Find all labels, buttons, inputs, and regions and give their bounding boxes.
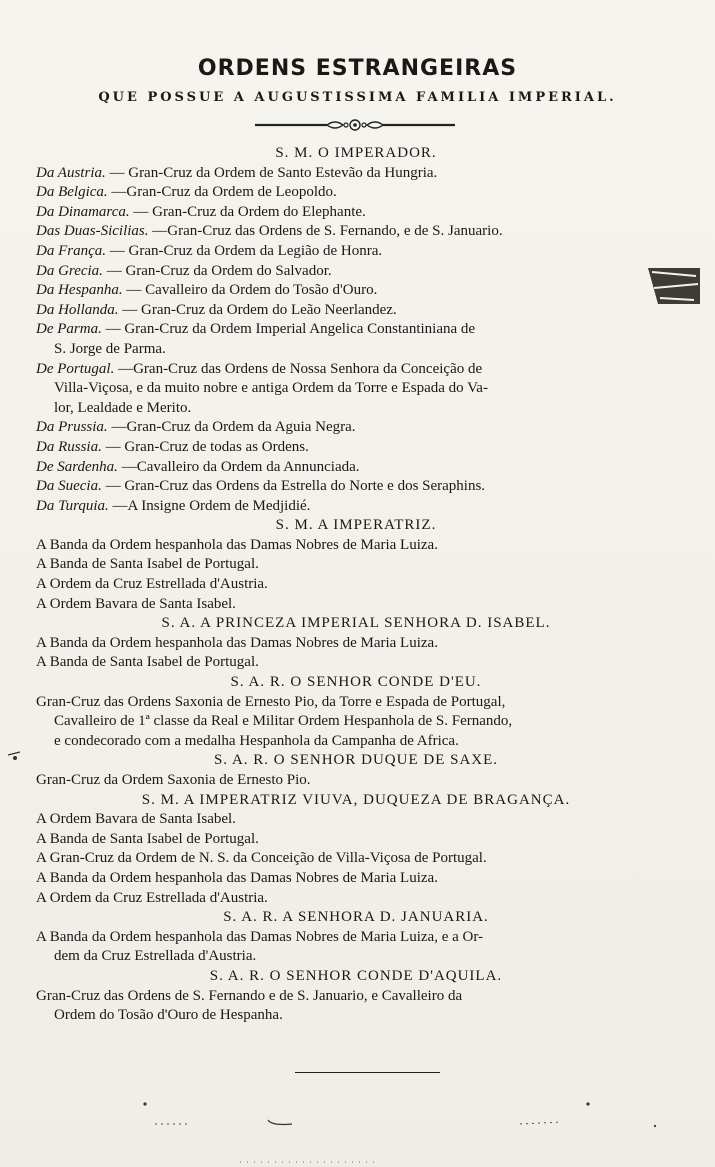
section-heading: S. M. O IMPERADOR. — [275, 145, 437, 161]
order-line: A Banda da Ordem hespanhola das Damas Nobres de Maria Luiza. — [36, 869, 438, 886]
section-heading: S. A. R. O SENHOR CONDE D'EU. — [230, 674, 482, 691]
section-heading: S. A. R. O SENHOR DUQUE DE SAXE. — [213, 752, 499, 769]
order-line: A Gran-Cruz da Ordem de N. S. da Conceição de Villa-Viçosa de Portugal. — [36, 850, 487, 867]
order-text: — Gran-Cruz da Ordem de Santo Estevão da Hungria. — [109, 164, 438, 181]
page-subtitle: QUE POSSUE A AUGUSTISSIMA FAMILIA IMPERIAL. — [98, 90, 617, 105]
country-name: Da França. — [36, 242, 106, 259]
order-line: A Banda de Santa Isabel de Portugal. — [36, 654, 259, 671]
order-text: — Gran-Cruz da Ordem do Elephante. — [133, 203, 366, 220]
country-name: Da Austria. — [36, 164, 106, 181]
continuation-line: lor, Lealdade e Merito. — [54, 399, 192, 416]
order-line: A Ordem da Cruz Estrellada d'Austria. — [36, 889, 268, 906]
continuation-line: dem da Cruz Estrellada d'Austria. — [54, 948, 257, 965]
order-line: A Banda da Ordem hespanhola das Damas Nobres de Maria Luiza. — [36, 634, 438, 651]
order-line: Gran-Cruz das Ordens de S. Fernando e de S. Januario, e Cavalleiro da — [36, 987, 463, 1004]
country-name: Das Duas-Sicilias. — [36, 223, 149, 240]
order-line: Gran-Cruz das Ordens Saxonia de Ernesto Pio, da Torre e Espada de Portugal, — [36, 693, 506, 710]
order-text: —Gran-Cruz das Ordens de Nossa Senhora da Conceição de — [118, 360, 483, 377]
country-name: De Sardenha. — [36, 458, 118, 475]
continuation-line: Ordem do Tosão d'Ouro de Hespanha. — [54, 1007, 283, 1024]
continuation-line: Cavalleiro de 1ª classe da Real e Militar Ordem Hespanhola de S. Fernando, — [54, 713, 513, 730]
country-name: Da Hespanha. — [36, 282, 123, 299]
country-name: De Portugal. — [36, 360, 115, 377]
order-line: A Ordem Bavara de Santa Isabel. — [36, 811, 236, 828]
country-name: Da Suecia. — [36, 478, 102, 495]
section-heading: S. A. A PRINCEZA IMPERIAL SENHORA D. ISABEL. — [161, 615, 551, 632]
country-name: Da Grecia. — [36, 262, 103, 279]
section-heading: S. A. R. A SENHORA D. JANUARIA. — [223, 909, 489, 926]
continuation-line: e condecorado com a medalha Hespanhola da Campanha de Africa. — [54, 732, 459, 749]
order-text: — Gran-Cruz da Ordem da Legião de Honra. — [109, 242, 383, 259]
order-text: — Gran-Cruz da Ordem do Leão Neerlandez. — [122, 301, 397, 318]
section-heading: S. A. R. O SENHOR CONDE D'AQUILA. — [209, 967, 503, 984]
order-text: — Gran-Cruz da Ordem do Salvador. — [106, 262, 332, 279]
order-line: A Banda da Ordem hespanhola das Damas Nobres de Maria Luiza. — [36, 536, 438, 553]
order-text: —Cavalleiro da Ordem da Annunciada. — [121, 458, 360, 475]
order-text: —A Insigne Ordem de Medjidié. — [112, 497, 311, 514]
section-heading: S. M. A IMPERATRIZ. — [275, 517, 437, 534]
order-line: A Banda de Santa Isabel de Portugal. — [36, 830, 259, 847]
country-name: Da Prussia. — [36, 419, 108, 436]
order-line: A Banda de Santa Isabel de Portugal. — [36, 556, 259, 573]
country-name: Da Dinamarca. — [36, 203, 130, 220]
continuation-line: Villa-Viçosa, e da muito nobre e antiga Ordem da Torre e Espada do Va- — [54, 380, 488, 397]
page-title: ORDENS ESTRANGEIRAS — [197, 56, 518, 81]
order-line: A Ordem da Cruz Estrellada d'Austria. — [36, 576, 268, 593]
order-text: — Cavalleiro da Ordem do Tosão d'Ouro. — [126, 282, 378, 299]
order-line: A Banda da Ordem hespanhola das Damas Nobres de Maria Luiza, e a Or- — [36, 928, 484, 945]
continuation-line: S. Jorge de Parma. — [54, 340, 166, 357]
country-name: Da Turquia. — [36, 497, 109, 514]
section-heading: S. M. A IMPERATRIZ VIUVA, DUQUEZA DE BRAGANÇA. — [141, 791, 571, 808]
order-text: —Gran-Cruz da Ordem de Leopoldo. — [111, 184, 337, 201]
order-line: Gran-Cruz da Ordem Saxonia de Ernesto Pio. — [36, 772, 311, 788]
order-line: A Ordem Bavara de Santa Isabel. — [36, 595, 236, 612]
order-text: — Gran-Cruz de todas as Ordens. — [105, 438, 309, 455]
country-name: De Parma. — [36, 321, 102, 338]
country-name: Da Russia. — [36, 438, 102, 455]
order-text: —Gran-Cruz da Ordem da Aguia Negra. — [111, 419, 356, 436]
order-text: — Gran-Cruz das Ordens da Estrella do Norte e dos Seraphins. — [105, 478, 486, 495]
country-name: Da Belgica. — [36, 184, 108, 201]
order-text: — Gran-Cruz da Ordem Imperial Angelica Constantiniana de — [105, 321, 476, 338]
order-text: —Gran-Cruz das Ordens de S. Fernando, e de S. Januario. — [152, 223, 503, 240]
country-name: Da Hollanda. — [36, 301, 119, 318]
